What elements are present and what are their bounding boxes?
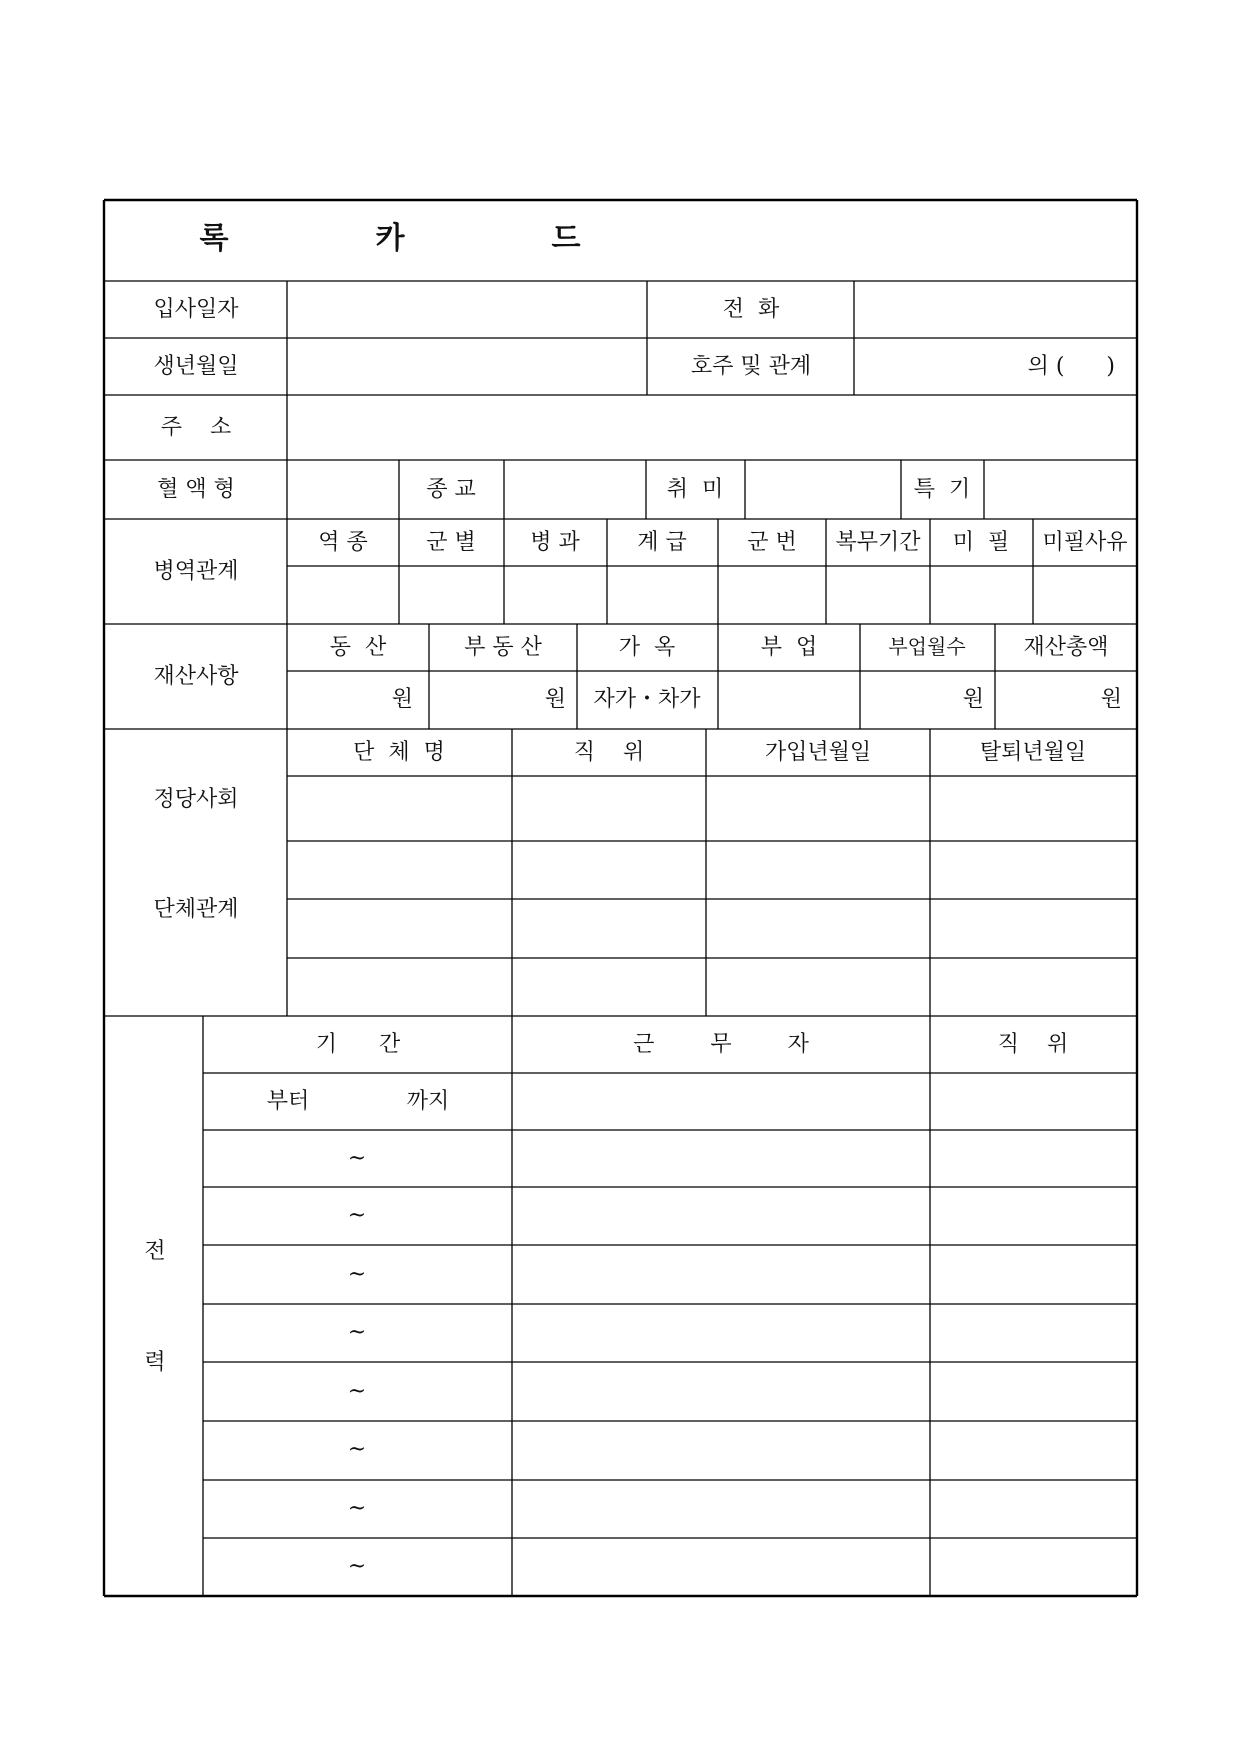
party-header: 탈퇴년월일 — [979, 740, 1087, 765]
military-header: 병 과 — [530, 530, 580, 555]
career-label-top: 전 — [144, 1239, 166, 1264]
military-header: 복무기간 — [835, 530, 921, 555]
hobby-label: 취 미 — [666, 477, 724, 502]
career-period-tilde: ~ — [347, 1146, 367, 1171]
realestate-won-unit: 원 — [544, 687, 566, 712]
career-from-label: 부터 — [266, 1089, 310, 1114]
party-header: 직 위 — [573, 740, 645, 765]
birth-date-label: 생년월일 — [153, 354, 239, 379]
hire-date-label: 입사일자 — [153, 297, 239, 322]
military-header: 계 급 — [637, 530, 687, 555]
religion-label: 종 교 — [426, 477, 476, 502]
career-period-tilde: ~ — [347, 1496, 367, 1521]
career-label-bottom: 력 — [144, 1350, 166, 1375]
party-header: 단 체 명 — [353, 740, 445, 765]
military-header: 미 필 — [952, 530, 1010, 555]
career-to-label: 까지 — [406, 1089, 450, 1114]
movable-won-unit: 원 — [391, 687, 413, 712]
military-headers — [318, 530, 1127, 555]
property-label: 재산사항 — [153, 664, 239, 689]
side-months-won-unit: 원 — [962, 687, 984, 712]
property-header: 가 옥 — [618, 635, 676, 660]
career-period-tilde: ~ — [347, 1437, 367, 1462]
house-ownership-type: 자가・차가 — [593, 687, 701, 712]
total-assets-won-unit: 원 — [1100, 687, 1122, 712]
career-period-tilde: ~ — [347, 1203, 367, 1228]
party-header: 가입년월일 — [764, 740, 872, 765]
phone-label: 전 화 — [722, 297, 780, 322]
career-period-tilde: ~ — [347, 1320, 367, 1345]
party-label: 정당사회 — [153, 787, 239, 812]
property-header: 재산총액 — [1023, 635, 1109, 660]
property-header: 부 업 — [760, 635, 818, 660]
title-char-3: 드 — [551, 221, 581, 256]
military-label: 병역관계 — [153, 559, 239, 584]
birth-date-field[interactable] — [290, 341, 644, 392]
property-headers — [330, 635, 1109, 661]
career-period-tilde: ~ — [347, 1262, 367, 1287]
blood-type-label: 혈 액 형 — [157, 477, 235, 502]
military-header: 역 종 — [318, 530, 368, 555]
household-relation-value: 의 ( ) — [1027, 354, 1115, 379]
career-header: 기 간 — [315, 1032, 401, 1057]
phone-field[interactable] — [857, 284, 1134, 335]
religion-field[interactable] — [507, 463, 643, 516]
hire-date-field[interactable] — [290, 284, 644, 335]
blood-type-field[interactable] — [290, 463, 396, 516]
address-field[interactable] — [290, 398, 1134, 457]
property-header: 동 산 — [329, 635, 387, 660]
career-header: 근 무 자 — [633, 1032, 809, 1057]
career-period-tilde: ~ — [347, 1379, 367, 1404]
household-head-label: 호주 및 관계 — [690, 354, 812, 379]
career-period-tilde: ~ — [347, 1554, 367, 1579]
title-char-2: 카 — [375, 221, 405, 256]
property-header: 부 동 산 — [464, 635, 542, 660]
career-header: 직 위 — [997, 1032, 1069, 1057]
military-header: 미필사유 — [1042, 530, 1128, 555]
military-header: 군 별 — [426, 530, 476, 555]
special-skill-label: 특 기 — [913, 477, 971, 502]
group-relation-label: 단체관계 — [153, 897, 239, 922]
address-label: 주 소 — [160, 415, 232, 440]
special-skill-field[interactable] — [987, 463, 1134, 516]
property-header: 부업월수 — [888, 634, 966, 659]
career-headers — [316, 1032, 1068, 1057]
hobby-field[interactable] — [748, 463, 898, 516]
party-headers — [353, 740, 1086, 765]
title-char-1: 록 — [199, 221, 229, 256]
military-header: 군 번 — [747, 530, 797, 555]
